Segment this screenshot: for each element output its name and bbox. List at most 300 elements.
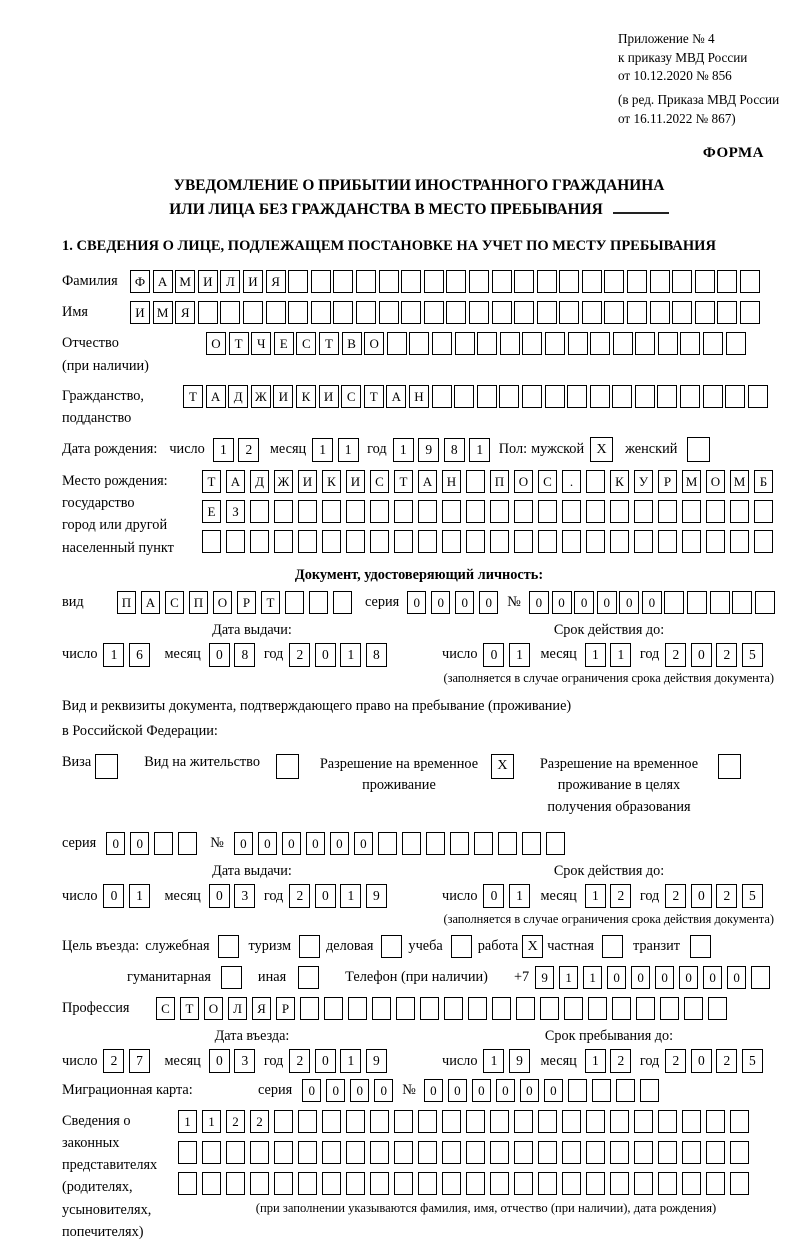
char-box[interactable] [754,500,773,523]
stay-year[interactable] [665,1049,767,1073]
char-box[interactable] [726,332,746,355]
char-box[interactable]: С [156,997,175,1020]
char-box[interactable]: 1 [559,966,578,989]
char-box[interactable]: А [226,470,245,493]
char-box[interactable] [717,301,737,324]
char-box[interactable] [627,301,647,324]
purpose-private-checkbox[interactable] [602,935,623,958]
char-box[interactable] [446,270,466,293]
char-box[interactable]: 5 [742,643,763,667]
char-box[interactable] [418,500,437,523]
char-box[interactable]: М [682,470,701,493]
char-box[interactable]: В [342,332,362,355]
char-box[interactable]: 7 [129,1049,150,1073]
char-box[interactable] [590,385,610,408]
char-box[interactable] [426,832,445,855]
char-box[interactable] [226,530,245,553]
char-box[interactable]: 1 [103,643,124,667]
char-box[interactable]: А [386,385,406,408]
char-box[interactable] [537,270,557,293]
char-box[interactable] [684,997,703,1020]
char-box[interactable]: 9 [418,438,439,462]
char-box[interactable] [516,997,535,1020]
doc-number-boxes[interactable] [529,591,778,614]
char-box[interactable] [682,1172,701,1195]
char-box[interactable] [650,270,670,293]
char-box[interactable]: 0 [350,1079,369,1102]
char-box[interactable] [586,500,605,523]
char-box[interactable] [298,1172,317,1195]
char-box[interactable] [586,1110,605,1133]
char-box[interactable]: 1 [338,438,359,462]
char-box[interactable] [538,1141,557,1164]
citizenship-boxes[interactable] [183,385,770,408]
char-box[interactable]: 2 [250,1110,269,1133]
char-box[interactable] [394,530,413,553]
char-box[interactable]: М [730,470,749,493]
char-box[interactable] [220,301,240,324]
char-box[interactable]: 2 [665,643,686,667]
char-box[interactable] [409,332,429,355]
char-box[interactable] [672,270,692,293]
char-box[interactable]: Р [276,997,295,1020]
char-box[interactable] [559,301,579,324]
legal-reps-row1[interactable] [178,1110,754,1133]
char-box[interactable]: 0 [703,966,722,989]
char-box[interactable] [250,1172,269,1195]
char-box[interactable] [154,832,173,855]
temp-residence-checkbox[interactable]: X [491,754,514,779]
char-box[interactable] [590,332,610,355]
char-box[interactable]: 0 [106,832,125,855]
char-box[interactable] [634,500,653,523]
char-box[interactable]: П [117,591,136,614]
char-box[interactable] [285,591,304,614]
stay-day[interactable] [483,1049,534,1073]
char-box[interactable]: 9 [535,966,554,989]
char-box[interactable] [546,832,565,855]
char-box[interactable] [703,385,723,408]
char-box[interactable] [492,270,512,293]
char-box[interactable] [324,997,343,1020]
char-box[interactable]: 1 [585,643,606,667]
migration-series-boxes[interactable] [302,1079,398,1102]
char-box[interactable]: О [204,997,223,1020]
char-box[interactable]: И [243,270,263,293]
char-box[interactable] [522,332,542,355]
char-box[interactable] [298,1141,317,1164]
doc-issue-year[interactable] [289,643,391,667]
char-box[interactable] [634,530,653,553]
purpose-humanitarian-checkbox[interactable] [221,966,242,989]
char-box[interactable] [754,530,773,553]
char-box[interactable]: Ч [251,332,271,355]
char-box[interactable] [660,997,679,1020]
doc-valid-year[interactable] [665,643,767,667]
char-box[interactable]: 2 [665,884,686,908]
char-box[interactable] [695,301,715,324]
char-box[interactable]: И [319,385,339,408]
purpose-work-checkbox[interactable]: X [522,935,543,958]
char-box[interactable] [586,530,605,553]
char-box[interactable] [650,301,670,324]
char-box[interactable] [610,1110,629,1133]
char-box[interactable] [466,530,485,553]
char-box[interactable] [748,385,768,408]
migration-number-boxes[interactable] [424,1079,664,1102]
char-box[interactable]: 0 [315,643,336,667]
char-box[interactable]: 1 [509,643,530,667]
char-box[interactable] [730,1110,749,1133]
char-box[interactable] [687,591,707,614]
char-box[interactable]: Д [250,470,269,493]
char-box[interactable]: 2 [289,884,310,908]
purpose-tourism-checkbox[interactable] [299,935,320,958]
char-box[interactable] [682,1110,701,1133]
char-box[interactable] [610,1172,629,1195]
char-box[interactable] [442,500,461,523]
char-box[interactable]: 0 [691,884,712,908]
char-box[interactable] [418,1172,437,1195]
char-box[interactable]: С [296,332,316,355]
char-box[interactable] [514,301,534,324]
char-box[interactable] [322,530,341,553]
char-box[interactable] [394,500,413,523]
char-box[interactable] [538,1110,557,1133]
char-box[interactable] [680,332,700,355]
char-box[interactable] [514,1141,533,1164]
char-box[interactable] [394,1110,413,1133]
char-box[interactable] [538,530,557,553]
char-box[interactable] [730,530,749,553]
entry-year[interactable] [289,1049,391,1073]
char-box[interactable] [490,1110,509,1133]
char-box[interactable] [420,997,439,1020]
birth-place-row1[interactable] [202,470,778,493]
char-box[interactable] [706,530,725,553]
char-box[interactable]: 9 [366,1049,387,1073]
char-box[interactable] [226,1172,245,1195]
char-box[interactable]: Ж [251,385,271,408]
char-box[interactable] [499,385,519,408]
char-box[interactable]: 2 [103,1049,124,1073]
char-box[interactable]: 0 [209,1049,230,1073]
char-box[interactable] [568,1079,587,1102]
char-box[interactable] [466,470,485,493]
char-box[interactable]: 9 [509,1049,530,1073]
char-box[interactable]: Я [266,270,286,293]
char-box[interactable] [740,270,760,293]
char-box[interactable] [288,301,308,324]
residence-valid-day[interactable] [483,884,534,908]
doc-valid-month[interactable] [585,643,636,667]
char-box[interactable] [610,500,629,523]
char-box[interactable] [401,270,421,293]
char-box[interactable] [559,270,579,293]
char-box[interactable]: 2 [716,884,737,908]
char-box[interactable]: 0 [326,1079,345,1102]
char-box[interactable]: 0 [679,966,698,989]
residence-series-boxes[interactable] [106,832,202,855]
residence-valid-month[interactable] [585,884,636,908]
char-box[interactable] [635,332,655,355]
char-box[interactable]: 1 [483,1049,504,1073]
char-box[interactable] [706,1141,725,1164]
char-box[interactable]: У [634,470,653,493]
char-box[interactable]: З [226,500,245,523]
char-box[interactable] [468,997,487,1020]
char-box[interactable]: Ж [274,470,293,493]
char-box[interactable]: С [538,470,557,493]
char-box[interactable] [634,1141,653,1164]
char-box[interactable] [298,500,317,523]
char-box[interactable] [613,332,633,355]
char-box[interactable]: Я [175,301,195,324]
char-box[interactable] [740,301,760,324]
char-box[interactable]: 0 [282,832,301,855]
char-box[interactable] [274,1141,293,1164]
char-box[interactable]: Р [658,470,677,493]
char-box[interactable]: А [141,591,160,614]
char-box[interactable]: С [370,470,389,493]
char-box[interactable]: 0 [130,832,149,855]
char-box[interactable]: 0 [330,832,349,855]
purpose-other-checkbox[interactable] [298,966,319,989]
char-box[interactable]: 1 [585,884,606,908]
purpose-official-checkbox[interactable] [218,935,239,958]
char-box[interactable]: Р [237,591,256,614]
char-box[interactable] [664,591,684,614]
char-box[interactable] [672,301,692,324]
char-box[interactable]: С [341,385,361,408]
char-box[interactable]: Я [252,997,271,1020]
char-box[interactable] [311,301,331,324]
char-box[interactable]: М [153,301,173,324]
char-box[interactable] [610,530,629,553]
char-box[interactable] [300,997,319,1020]
char-box[interactable]: 2 [289,1049,310,1073]
char-box[interactable] [514,270,534,293]
char-box[interactable] [432,332,452,355]
char-box[interactable]: 3 [234,1049,255,1073]
char-box[interactable] [477,332,497,355]
char-box[interactable] [588,997,607,1020]
char-box[interactable] [346,1141,365,1164]
char-box[interactable] [466,1110,485,1133]
profession-boxes[interactable] [156,997,732,1020]
char-box[interactable]: 0 [552,591,572,614]
char-box[interactable] [356,270,376,293]
char-box[interactable]: И [273,385,293,408]
char-box[interactable] [490,500,509,523]
char-box[interactable]: Ф [130,270,150,293]
char-box[interactable]: А [206,385,226,408]
char-box[interactable]: Т [364,385,384,408]
char-box[interactable]: Б [754,470,773,493]
char-box[interactable] [322,1110,341,1133]
char-box[interactable]: . [562,470,581,493]
birth-month-boxes[interactable] [312,438,363,462]
char-box[interactable]: 1 [469,438,490,462]
char-box[interactable] [333,270,353,293]
char-box[interactable] [442,1141,461,1164]
char-box[interactable]: 1 [583,966,602,989]
char-box[interactable] [442,1110,461,1133]
purpose-business-checkbox[interactable] [381,935,402,958]
char-box[interactable]: 9 [366,884,387,908]
char-box[interactable] [288,270,308,293]
char-box[interactable]: 8 [444,438,465,462]
char-box[interactable]: 2 [238,438,259,462]
char-box[interactable] [379,270,399,293]
char-box[interactable]: 1 [585,1049,606,1073]
char-box[interactable] [274,1110,293,1133]
char-box[interactable] [522,832,541,855]
char-box[interactable]: Т [229,332,249,355]
char-box[interactable]: 1 [178,1110,197,1133]
char-box[interactable] [658,1172,677,1195]
char-box[interactable] [370,1172,389,1195]
char-box[interactable]: 1 [213,438,234,462]
char-box[interactable]: 0 [209,643,230,667]
char-box[interactable] [514,1110,533,1133]
char-box[interactable] [198,301,218,324]
purpose-study-checkbox[interactable] [451,935,472,958]
char-box[interactable] [356,301,376,324]
char-box[interactable] [346,1110,365,1133]
char-box[interactable] [333,591,352,614]
char-box[interactable]: 0 [306,832,325,855]
char-box[interactable] [348,997,367,1020]
char-box[interactable]: 0 [354,832,373,855]
char-box[interactable] [582,270,602,293]
char-box[interactable] [298,530,317,553]
char-box[interactable] [466,1141,485,1164]
birth-day-boxes[interactable] [213,438,264,462]
char-box[interactable] [627,270,647,293]
char-box[interactable] [562,1172,581,1195]
birth-place-row3[interactable] [202,530,778,553]
char-box[interactable]: 0 [483,643,504,667]
char-box[interactable]: 1 [202,1110,221,1133]
char-box[interactable] [658,500,677,523]
char-box[interactable] [455,332,475,355]
char-box[interactable] [379,301,399,324]
char-box[interactable]: 2 [665,1049,686,1073]
char-box[interactable] [346,1172,365,1195]
char-box[interactable] [274,530,293,553]
char-box[interactable] [469,270,489,293]
char-box[interactable]: 0 [529,591,549,614]
phone-boxes[interactable] [535,966,775,989]
char-box[interactable] [274,1172,293,1195]
char-box[interactable]: 0 [619,591,639,614]
char-box[interactable] [537,301,557,324]
char-box[interactable] [732,591,752,614]
char-box[interactable] [250,500,269,523]
char-box[interactable] [446,301,466,324]
char-box[interactable]: Т [183,385,203,408]
char-box[interactable] [370,530,389,553]
char-box[interactable] [604,301,624,324]
char-box[interactable]: 1 [393,438,414,462]
char-box[interactable] [442,1172,461,1195]
char-box[interactable] [370,500,389,523]
char-box[interactable]: 0 [424,1079,443,1102]
char-box[interactable]: О [206,332,226,355]
char-box[interactable] [706,1110,725,1133]
firstname-boxes[interactable] [130,301,763,324]
char-box[interactable] [717,270,737,293]
visa-checkbox[interactable] [95,754,118,779]
residence-issue-year[interactable] [289,884,391,908]
char-box[interactable] [418,1141,437,1164]
char-box[interactable] [604,270,624,293]
char-box[interactable] [568,332,588,355]
residence-issue-day[interactable] [103,884,154,908]
char-box[interactable]: 2 [610,1049,631,1073]
char-box[interactable]: О [514,470,533,493]
char-box[interactable] [432,385,452,408]
char-box[interactable]: 0 [691,1049,712,1073]
char-box[interactable] [567,385,587,408]
char-box[interactable] [562,1141,581,1164]
char-box[interactable]: И [130,301,150,324]
char-box[interactable]: 2 [716,1049,737,1073]
char-box[interactable] [710,591,730,614]
char-box[interactable]: 2 [716,643,737,667]
char-box[interactable] [202,1141,221,1164]
char-box[interactable] [562,500,581,523]
char-box[interactable]: 3 [234,884,255,908]
char-box[interactable]: 0 [483,884,504,908]
char-box[interactable] [703,332,723,355]
birth-place-row2[interactable] [202,500,778,523]
char-box[interactable]: Т [180,997,199,1020]
char-box[interactable] [616,1079,635,1102]
char-box[interactable] [514,530,533,553]
char-box[interactable] [346,500,365,523]
char-box[interactable]: 0 [520,1079,539,1102]
char-box[interactable] [394,1172,413,1195]
char-box[interactable]: 1 [340,884,361,908]
char-box[interactable] [612,385,632,408]
char-box[interactable] [378,832,397,855]
char-box[interactable] [466,500,485,523]
char-box[interactable]: 1 [312,438,333,462]
char-box[interactable] [243,301,263,324]
char-box[interactable]: О [706,470,725,493]
char-box[interactable]: И [198,270,218,293]
surname-boxes[interactable] [130,270,763,293]
char-box[interactable] [372,997,391,1020]
char-box[interactable]: 5 [742,1049,763,1073]
char-box[interactable] [178,1172,197,1195]
char-box[interactable]: П [189,591,208,614]
char-box[interactable]: 0 [209,884,230,908]
char-box[interactable]: 2 [610,884,631,908]
char-box[interactable]: 2 [289,643,310,667]
char-box[interactable]: Н [442,470,461,493]
char-box[interactable] [396,997,415,1020]
char-box[interactable]: С [165,591,184,614]
char-box[interactable] [562,1110,581,1133]
char-box[interactable]: 0 [544,1079,563,1102]
char-box[interactable] [522,385,542,408]
char-box[interactable]: 0 [574,591,594,614]
char-box[interactable]: П [490,470,509,493]
char-box[interactable]: 0 [691,643,712,667]
